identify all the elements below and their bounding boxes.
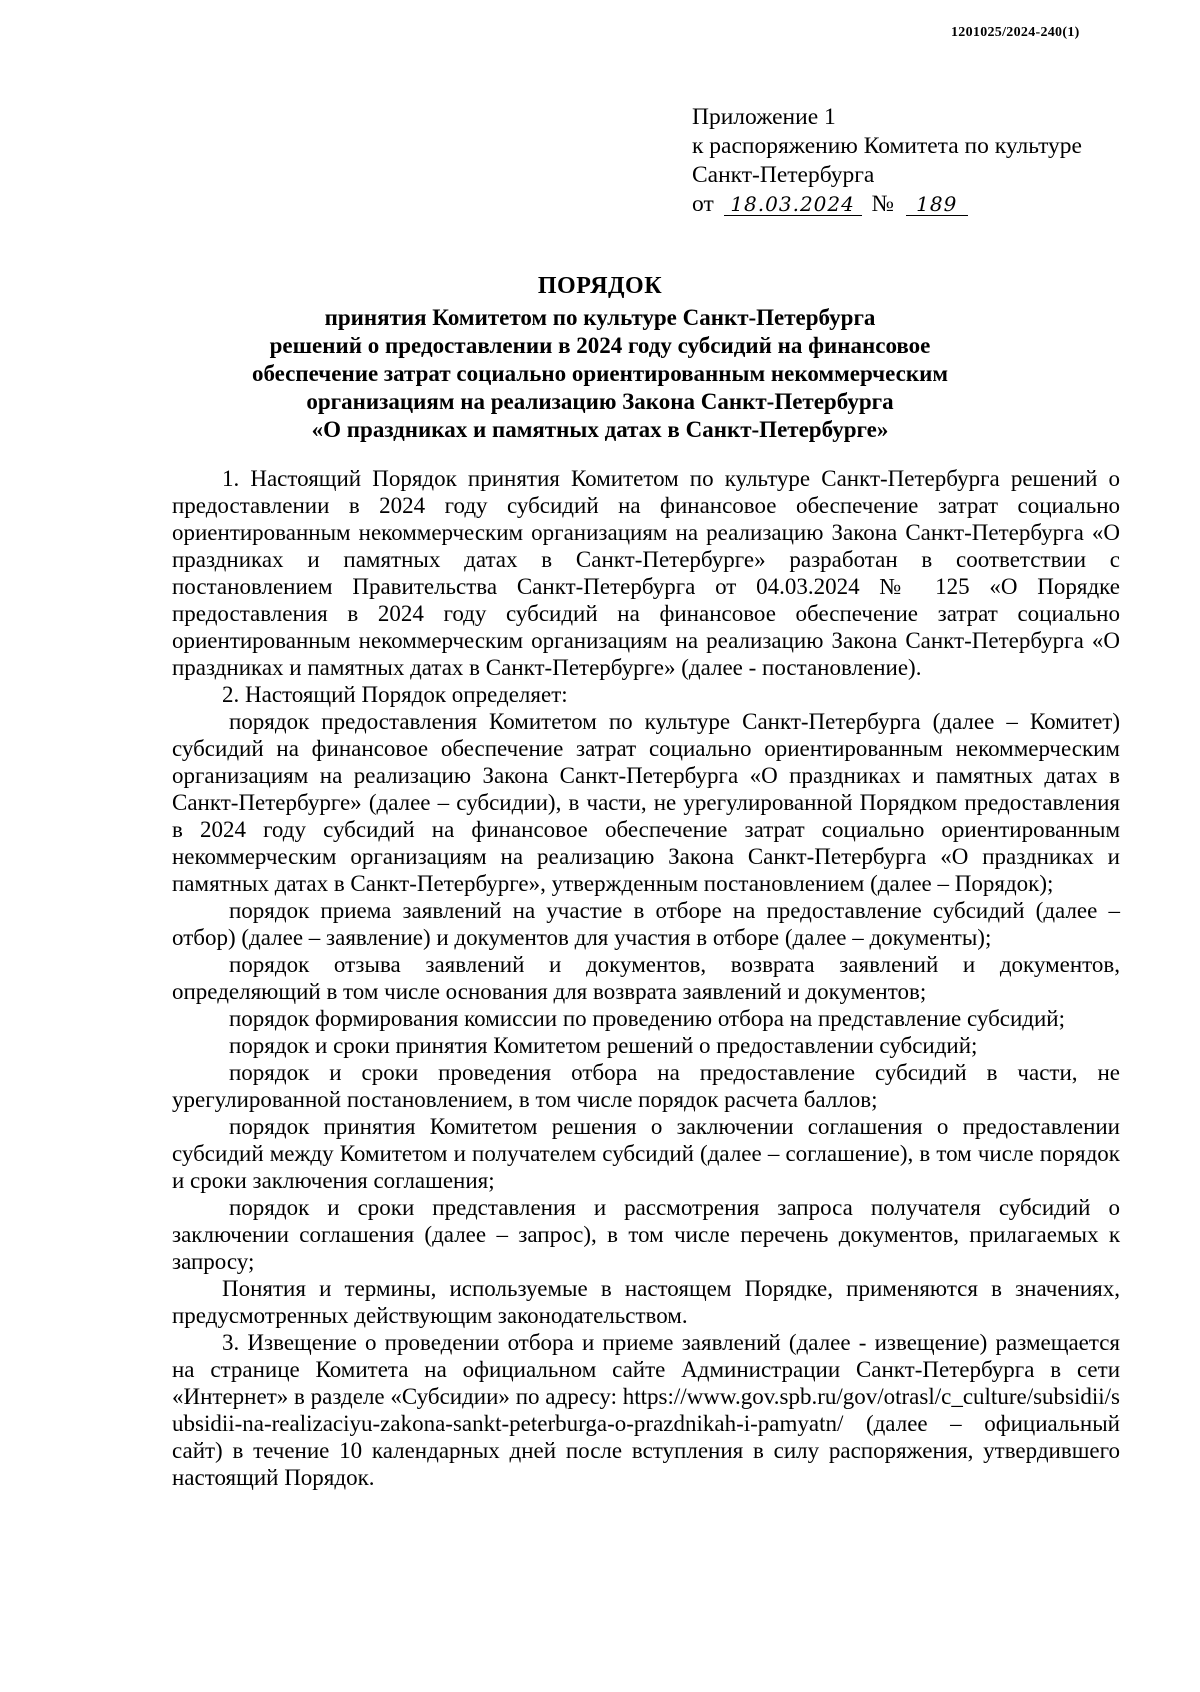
paragraph-3 bbox=[172, 1329, 1120, 1491]
title-line-2: решений о предоставлении в 2024 году субсидий на финансовое bbox=[269, 333, 931, 358]
official-site-url: https://www.gov.spb.ru/gov/otrasl/c_culture/subsidii/subsidii-na-realizaciyu-zakona-sankt-peterburga-o-prazdnikah-i-pamyatn/ bbox=[172, 1384, 1120, 1436]
paragraph-1: 1. Настоящий Порядок принятия Комитетом по культуре Санкт-Петербурга решений о предоставлении в 2024 году субсидий на финансовое обеспечение затрат социально ориентированным некоммерческим организациям на реализацию Закона Санкт-Петербурга «О праздниках и памятных датах в Санкт-Петербурге» разработан в соответствии с постановлением Правительства Санкт-Петербурга от 04.03.2024 № 125 «О Порядке предоставления в 2024 году субсидий на финансовое обеспечение затрат социально ориентированным некоммерческим организациям на реализацию Закона Санкт-Петербурга «О праздниках и памятных датах в Санкт-Петербурге» (далее - постановление). bbox=[172, 466, 1120, 680]
title-line-4: организациям на реализацию Закона Санкт-Петербурга bbox=[306, 389, 894, 414]
appendix-date-line bbox=[692, 190, 1152, 219]
document-body bbox=[172, 465, 1120, 1491]
list-item: порядок формирования комиссии по проведению отбора на представление субсидий; bbox=[229, 1006, 1066, 1031]
appendix-line-2: к распоряжению Комитета по культуре bbox=[692, 133, 1082, 159]
document-title bbox=[180, 272, 1020, 444]
title-line-5: «О праздниках и памятных датах в Санкт-Петербурге» bbox=[311, 417, 889, 442]
paragraph-2: 2. Настоящий Порядок определяет: bbox=[222, 682, 568, 707]
title-line-3: обеспечение затрат социально ориентированным некоммерческим bbox=[251, 361, 949, 386]
list-item: порядок принятия Комитетом решения о заключении соглашения о предоставлении субсидий между Комитетом и получателем субсидий (далее – соглашение), в том числе порядок и сроки заключения соглашения; bbox=[172, 1114, 1120, 1193]
document-registration-number: 1201025/2024-240(1) bbox=[951, 25, 1080, 40]
handwritten-number: 189 bbox=[906, 193, 968, 216]
appendix-block bbox=[692, 103, 1152, 219]
appendix-line-3: Санкт-Петербурга bbox=[692, 162, 875, 188]
list-item: порядок отзыва заявлений и документов, возврата заявлений и документов, определяющий в том числе основания для возврата заявлений и документов; bbox=[172, 952, 1120, 1004]
from-label: от bbox=[692, 191, 714, 217]
list-item: порядок и сроки принятия Комитетом решений о предоставлении субсидий; bbox=[229, 1033, 978, 1058]
handwritten-date: 18.03.2024 bbox=[724, 193, 862, 216]
appendix-line-1: Приложение 1 bbox=[692, 104, 836, 130]
list-item: порядок приема заявлений на участие в отборе на предоставление субсидий (далее – отбор) (далее – заявление) и документов для участия в отборе (далее – документы); bbox=[172, 898, 1120, 950]
paragraph-3-start: 3. Извещение о проведении отбора и приеме заявлений (далее - извещение) размещается на странице Комитета на официальном сайте Администрации Санкт-Петербурга в сети «Интернет» в разделе «Субсидии» по адресу: bbox=[172, 1330, 1120, 1409]
list-item: порядок и сроки проведения отбора на предоставление субсидий в части, не урегулированной постановлением, в том числе порядок расчета баллов; bbox=[172, 1060, 1120, 1112]
title-heading: ПОРЯДОК bbox=[537, 273, 663, 299]
number-label: № bbox=[871, 191, 894, 217]
list-item: порядок и сроки представления и рассмотрения запроса получателя субсидий о заключении соглашения (далее – запрос), в том числе перечень документов, прилагаемых к запросу; bbox=[172, 1195, 1120, 1274]
list-item: порядок предоставления Комитетом по культуре Санкт-Петербурга (далее – Комитет) субсидий на финансовое обеспечение затрат социально ориентированным некоммерческим организациям на реализацию Закона Санкт-Петербурга «О праздниках и памятных датах в Санкт-Петербурге» (далее – субсидии), в части, не урегулированной Порядком предоставления в 2024 году субсидий на финансовое обеспечение затрат социально ориентированным некоммерческим организациям на реализацию Закона Санкт-Петербурга «О праздниках и памятных датах в Санкт-Петербурге», утвержденным постановлением (далее – Порядок); bbox=[172, 709, 1120, 896]
title-line-1: принятия Комитетом по культуре Санкт-Петербурга bbox=[324, 305, 876, 330]
paragraph-3-end: (далее – официальный сайт) в течение 10 календарных дней после вступления в силу распоряжения, утвердившего настоящий Порядок. bbox=[172, 1411, 1120, 1490]
paragraph-terms: Понятия и термины, используемые в настоящем Порядке, применяются в значениях, предусмотренных действующим законодательством. bbox=[172, 1276, 1120, 1328]
